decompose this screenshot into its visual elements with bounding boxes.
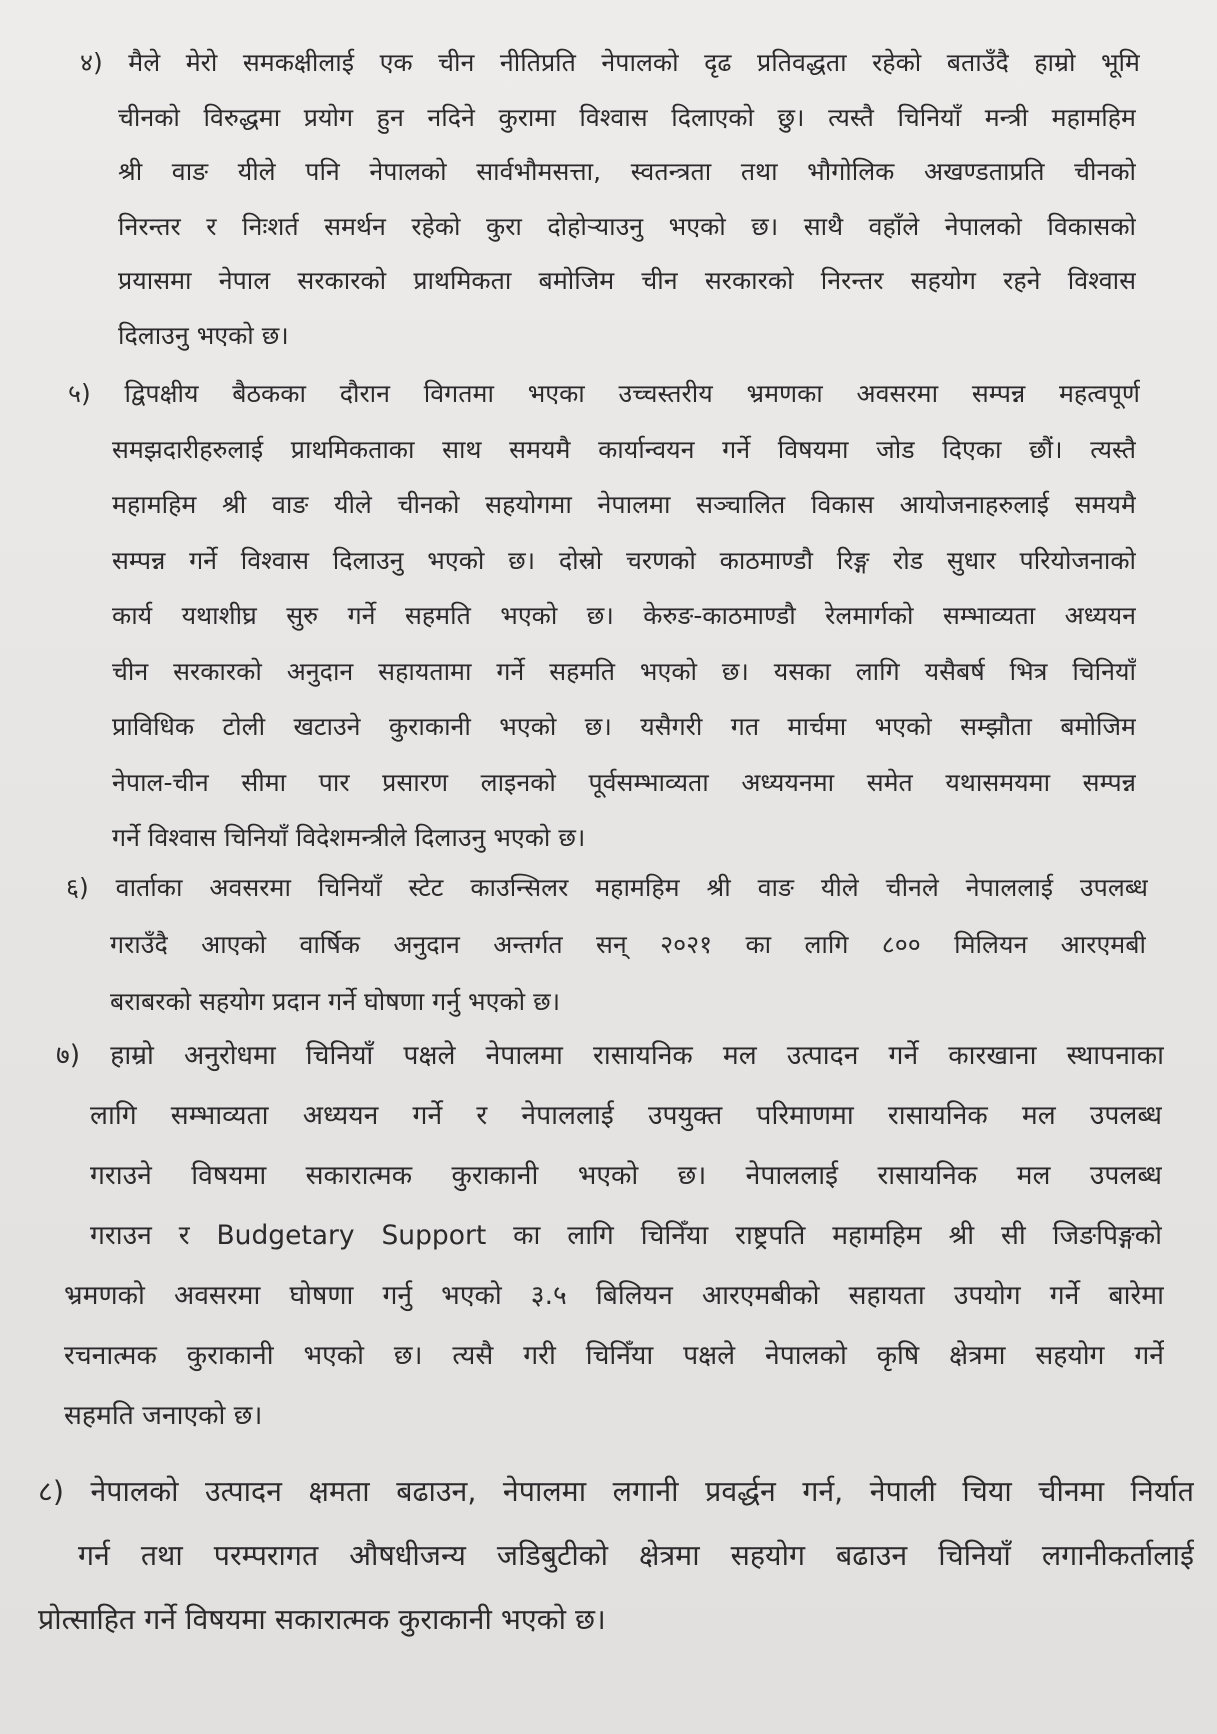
paragraph-6 — [66, 859, 1148, 1030]
paragraph-line: बराबरको सहयोग प्रदान गर्ने घोषणा गर्नु भएको छ। — [110, 987, 561, 1016]
paragraph-line: भ्रमणको अवसरमा घोषणा गर्नु भएको ३.५ बिलियन आरएमबीको सहायता उपयोग गर्ने बारेमा — [64, 1280, 1164, 1311]
paragraph-line: ५) द्विपक्षीय बैठकका दौरान विगतमा भएका उच्चस्तरीय भ्रमणका अवसरमा सम्पन्न महत्वपूर्ण — [68, 379, 1140, 408]
paragraph-line: नेपाल-चीन सीमा पार प्रसारण लाइनको पूर्वसम्भाव्यता अध्ययनमा समेत यथासमयमा सम्पन्न — [112, 767, 1136, 797]
paragraph-line: प्रयासमा नेपाल सरकारको प्राथमिकता बमोजिम चीन सरकारको निरन्तर सहयोग रहने विश्वास — [118, 266, 1136, 295]
paragraph-line: ८) नेपालको उत्पादन क्षमता बढाउन, नेपालमा लगानी प्रवर्द्धन गर्न, नेपाली चिया चीनमा निर्यात — [38, 1475, 1194, 1508]
paragraph-line: लागि सम्भाव्यता अध्ययन गर्ने र नेपाललाई उपयुक्त परिमाणमा रासायनिक मल उपलब्ध — [90, 1100, 1162, 1131]
paragraph-line: गर्न तथा परम्परागत औषधीजन्य जडिबुटीको क्षेत्रमा सहयोग बढाउन चिनियाँ लगानीकर्तालाई — [78, 1539, 1194, 1572]
paragraph-line: चीनको विरुद्धमा प्रयोग हुन नदिने कुरामा विश्वास दिलाएको छु। त्यस्तै चिनियाँ मन्त्री महामहिम — [118, 102, 1136, 132]
paragraph-line: सहमति जनाएको छ। — [64, 1400, 263, 1431]
paragraph-line: दिलाउनु भएको छ। — [118, 320, 289, 350]
paragraph-line: समझदारीहरुलाई प्राथमिकताका साथ समयमै कार्यान्वयन गर्ने विषयमा जोड दिएका छौं। त्यस्तै — [112, 434, 1136, 464]
paragraph-line: गराउँदै आएको वार्षिक अनुदान अन्तर्गत सन् २०२१ का लागि ८०० मिलियन आरएमबी — [110, 930, 1146, 959]
paragraph-line: गर्ने विश्वास चिनियाँ विदेशमन्त्रीले दिलाउनु भएको छ। — [112, 823, 586, 852]
paragraph-line: ७) हाम्रो अनुरोधमा चिनियाँ पक्षले नेपालमा रासायनिक मल उत्पादन गर्ने कारखाना स्थापनाका — [56, 1040, 1164, 1071]
paragraph-line: प्रोत्साहित गर्ने विषयमा सकारात्मक कुराकानी भएको छ। — [38, 1603, 606, 1636]
paragraph-4 — [80, 36, 1140, 363]
paragraph-5 — [68, 366, 1140, 866]
paragraph-line: महामहिम श्री वाङ यीले चीनको सहयोगमा नेपालमा सञ्चालित विकास आयोजनाहरुलाई समयमै — [112, 490, 1136, 519]
paragraph-line: चीन सरकारको अनुदान सहायतामा गर्ने सहमति भएको छ। यसका लागि यसैबर्ष भित्र चिनियाँ — [112, 656, 1136, 686]
paragraph-8 — [38, 1460, 1194, 1652]
paragraph-line: ४) मैले मेरो समकक्षीलाई एक चीन नीतिप्रति नेपालको दृढ प्रतिवद्धता रहेको बताउँदै हाम्रो भूमि — [80, 48, 1140, 77]
paragraph-line: गराउने विषयमा सकारात्मक कुराकानी भएको छ। नेपाललाई रासायनिक मल उपलब्ध — [90, 1160, 1162, 1191]
paragraph-line: ६) वार्ताका अवसरमा चिनियाँ स्टेट काउन्सिलर महामहिम श्री वाङ यीले चीनले नेपाललाई उपलब्ध — [66, 873, 1148, 902]
paragraph-line: श्री वाङ यीले पनि नेपालको सार्वभौमसत्ता, स्वतन्त्रता तथा भौगोलिक अखण्डताप्रति चीनको — [118, 157, 1136, 186]
paragraph-line: निरन्तर र निःशर्त समर्थन रहेको कुरा दोहोर्‍याउनु भएको छ। साथै वहाँले नेपालको विकासको — [118, 211, 1136, 241]
paragraph-line: रचनात्मक कुराकानी भएको छ। त्यसै गरी चिनिँया पक्षले नेपालको कृषि क्षेत्रमा सहयोग गर्ने — [64, 1340, 1164, 1371]
paragraph-line: प्राविधिक टोली खटाउने कुराकानी भएको छ। यसैगरी गत मार्चमा भएको सम्झौता बमोजिम — [112, 712, 1136, 741]
paragraph-line: कार्य यथाशीघ्र सुरु गर्ने सहमति भएको छ। केरुङ-काठमाण्डौ रेलमार्गको सम्भाव्यता अध्ययन — [112, 601, 1136, 630]
paragraph-line: गराउन र Budgetary Support का लागि चिनिँया राष्ट्रपति महामहिम श्री सी जिङपिङ्गको — [90, 1220, 1162, 1251]
paragraph-line: सम्पन्न गर्ने विश्वास दिलाउनु भएको छ। दोस्रो चरणको काठमाण्डौ रिङ्ग रोड सुधार परियोजनाको — [112, 545, 1136, 575]
paragraph-7 — [56, 1026, 1164, 1446]
